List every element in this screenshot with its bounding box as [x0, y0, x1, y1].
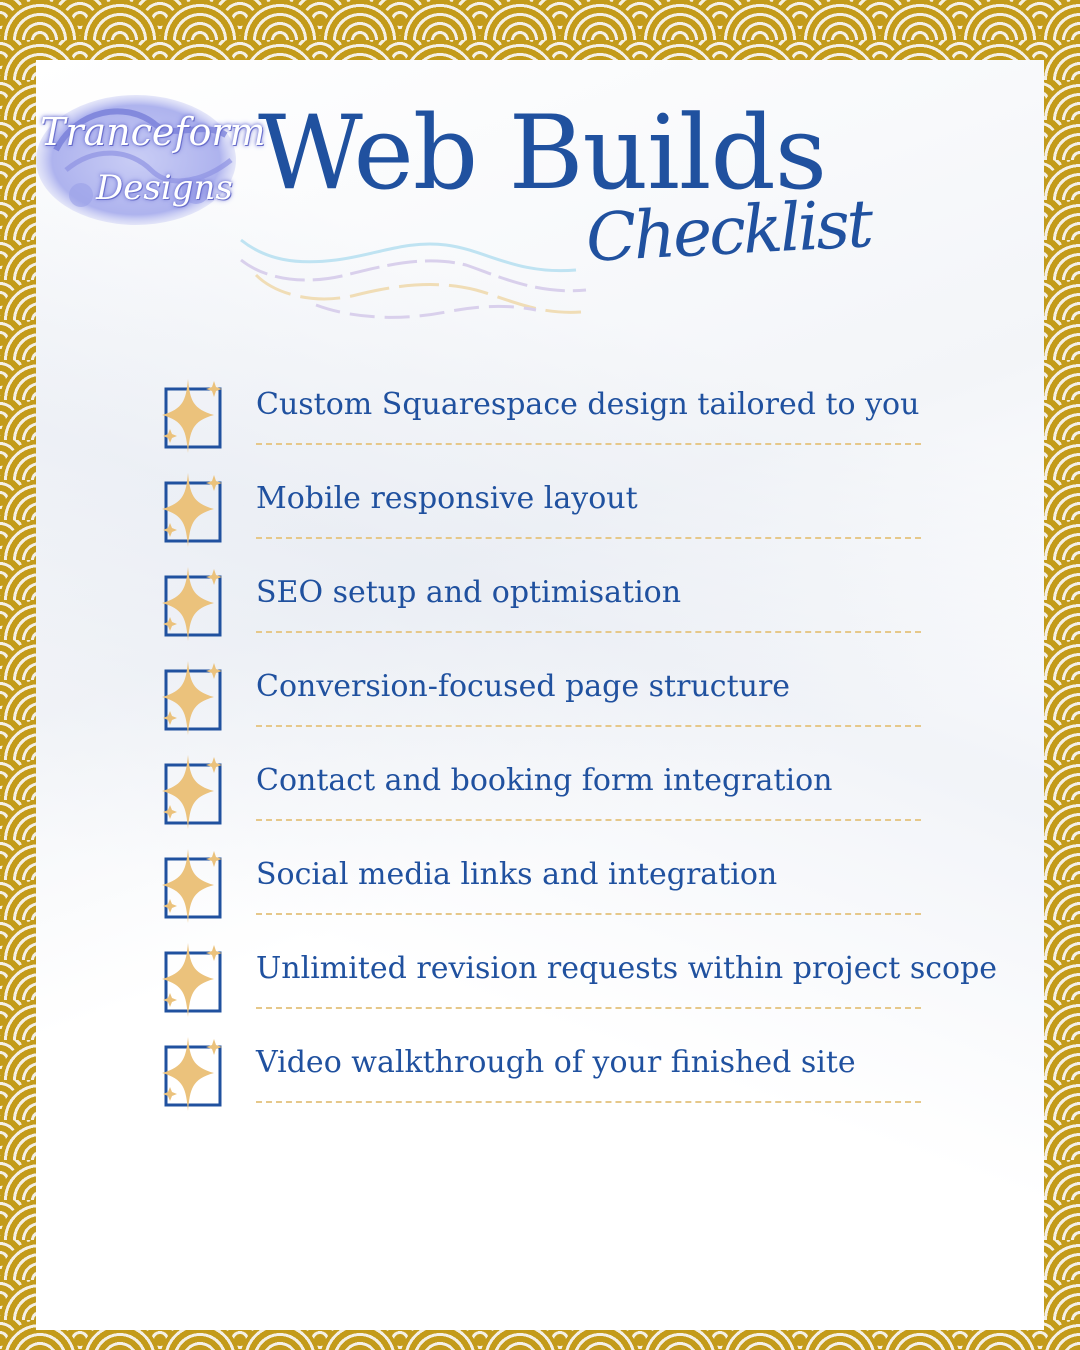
checklist-item: [136, 847, 996, 937]
checklist-item: [136, 377, 996, 467]
checklist-item: [136, 471, 996, 561]
sparkle-checkbox-icon: [152, 471, 232, 551]
decorative-waves: [236, 220, 596, 330]
checklist-item-label: Social media links and integration: [256, 857, 778, 892]
checklist-card: [36, 60, 1044, 1330]
checklist-item-label: Unlimited revision requests within project scope: [256, 951, 998, 986]
dashed-divider: [256, 537, 921, 539]
checklist-item: [136, 565, 996, 655]
logo-text-line-1: Tranceform: [40, 110, 266, 154]
page-subtitle: Checklist: [584, 185, 873, 277]
dashed-divider: [256, 443, 921, 445]
checklist-item-label: Conversion-focused page structure: [256, 669, 791, 704]
checklist-item: [136, 753, 996, 843]
sparkle-checkbox-icon: [152, 565, 232, 645]
page-title: Web Builds: [258, 94, 827, 213]
checklist-item: [136, 659, 996, 749]
dashed-divider: [256, 913, 921, 915]
checklist-item-label: Contact and booking form integration: [256, 763, 833, 798]
checklist-item-label: SEO setup and optimisation: [256, 575, 682, 610]
dashed-divider: [256, 725, 921, 727]
dashed-divider: [256, 819, 921, 821]
checklist-item-label: Mobile responsive layout: [256, 481, 638, 516]
brand-logo: [36, 90, 266, 230]
sparkle-checkbox-icon: [152, 847, 232, 927]
checklist-item: [136, 1035, 996, 1125]
checklist-item-label: Video walkthrough of your finished site: [256, 1045, 856, 1080]
sparkle-checkbox-icon: [152, 753, 232, 833]
dashed-divider: [256, 631, 921, 633]
logo-text-line-2: Designs: [96, 168, 233, 208]
sparkle-checkbox-icon: [152, 659, 232, 739]
dashed-divider: [256, 1101, 921, 1103]
checklist-item: [136, 941, 996, 1031]
sparkle-checkbox-icon: [152, 1035, 232, 1115]
checklist-item-label: Custom Squarespace design tailored to you: [256, 387, 920, 422]
sparkle-checkbox-icon: [152, 941, 232, 1021]
dashed-divider: [256, 1007, 921, 1009]
sparkle-checkbox-icon: [152, 377, 232, 457]
